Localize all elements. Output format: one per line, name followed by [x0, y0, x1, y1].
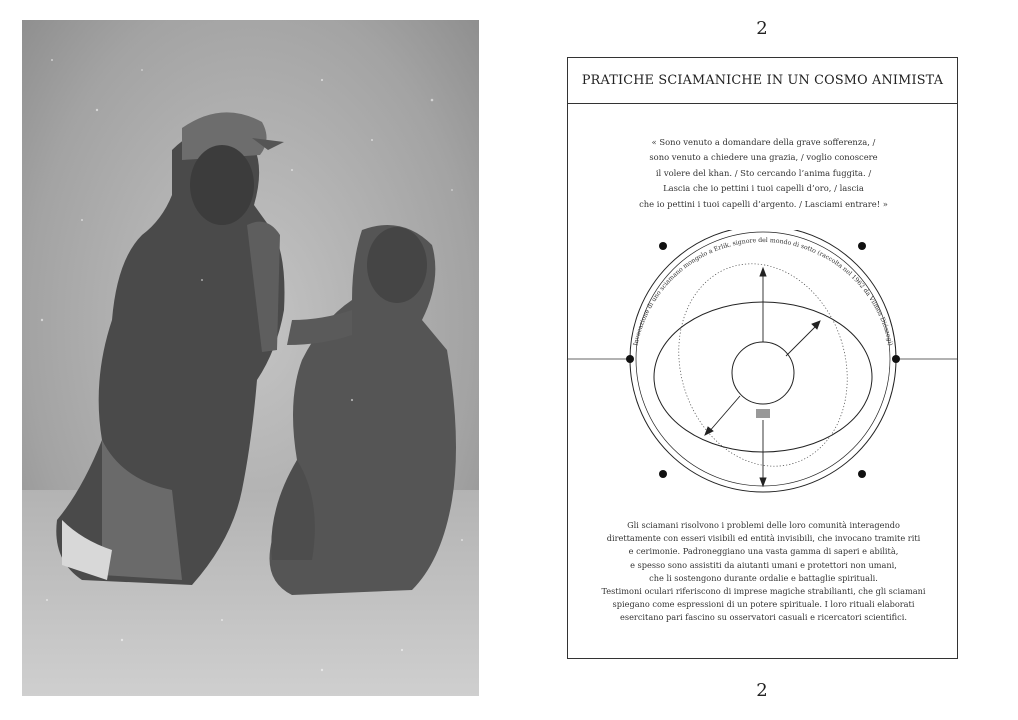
diagram-caption-path: Invocazione di uno sciamano mongolo a Erlik, signore del mondo di sotto (raccolta nel 1962 da Vilmos Diószegi)	[632, 236, 894, 347]
body-line: Testimoni oculari riferiscono di imprese magiche strabilianti, che gli sciamani	[601, 586, 926, 597]
dot-bottom-left	[659, 470, 667, 478]
body-line: e spesso sono assistiti da aiutanti umani e protettori non umani,	[630, 559, 897, 570]
page-number-top: 2	[756, 18, 768, 39]
arrow-down-head	[760, 478, 766, 486]
body-line: Gli sciamani risolvono i problemi delle loro comunità interagendo	[627, 520, 900, 530]
page-number-bottom: 2	[756, 680, 768, 701]
panel-title: PRATICHE SCIAMANICHE IN UN COSMO ANIMISTA	[581, 73, 944, 88]
dot-right	[892, 355, 900, 363]
content-panel	[567, 57, 958, 659]
panel-header	[568, 58, 957, 104]
invocation-quote	[608, 135, 919, 212]
body-line: spiegano come espressioni di un potere spirituale. I loro rituali elaborati	[612, 599, 915, 610]
shaman-ritual-photo	[22, 20, 479, 696]
dot-bottom-right	[858, 470, 866, 478]
arrow-upper-right	[786, 324, 818, 356]
dot-top-left	[659, 242, 667, 250]
center-circle	[732, 342, 794, 404]
quote-line: Lascia che io pettini i tuoi capelli d’oro, / lascia	[663, 183, 864, 194]
dot-left	[626, 355, 634, 363]
quote-line: « Sono venuto a domandare della grave sofferenza, /	[651, 137, 876, 147]
arrow-upper-right-head	[812, 321, 820, 329]
photo-illustration	[22, 20, 479, 696]
body-line: che li sostengono durante ordalie e battaglie spirituali.	[649, 572, 878, 583]
body-line: direttamente con esseri visibili ed entità invisibili, che invocano tramite riti	[606, 533, 921, 544]
quote-line: il volere del khan. / Sto cercando l’anima fuggita. /	[655, 167, 872, 178]
arrow-up-head	[760, 268, 766, 276]
center-marker	[756, 409, 770, 418]
body-line: e cerimonie. Padroneggiano una vasta gamma di saperi e abilità,	[628, 546, 899, 557]
quote-line: che io pettini i tuoi capelli d’argento. / Lasciami entrare! »	[639, 198, 888, 209]
body-line: esercitano pari fascino su osservatori casuali e ricercatori scientifici.	[620, 612, 907, 623]
dot-top-right	[858, 242, 866, 250]
body-paragraph	[583, 519, 944, 625]
quote-line: sono venuto a chiedere una grazia, / voglio conoscere	[649, 152, 878, 163]
cosmology-diagram	[568, 230, 957, 500]
arrow-lower-left	[708, 396, 740, 433]
